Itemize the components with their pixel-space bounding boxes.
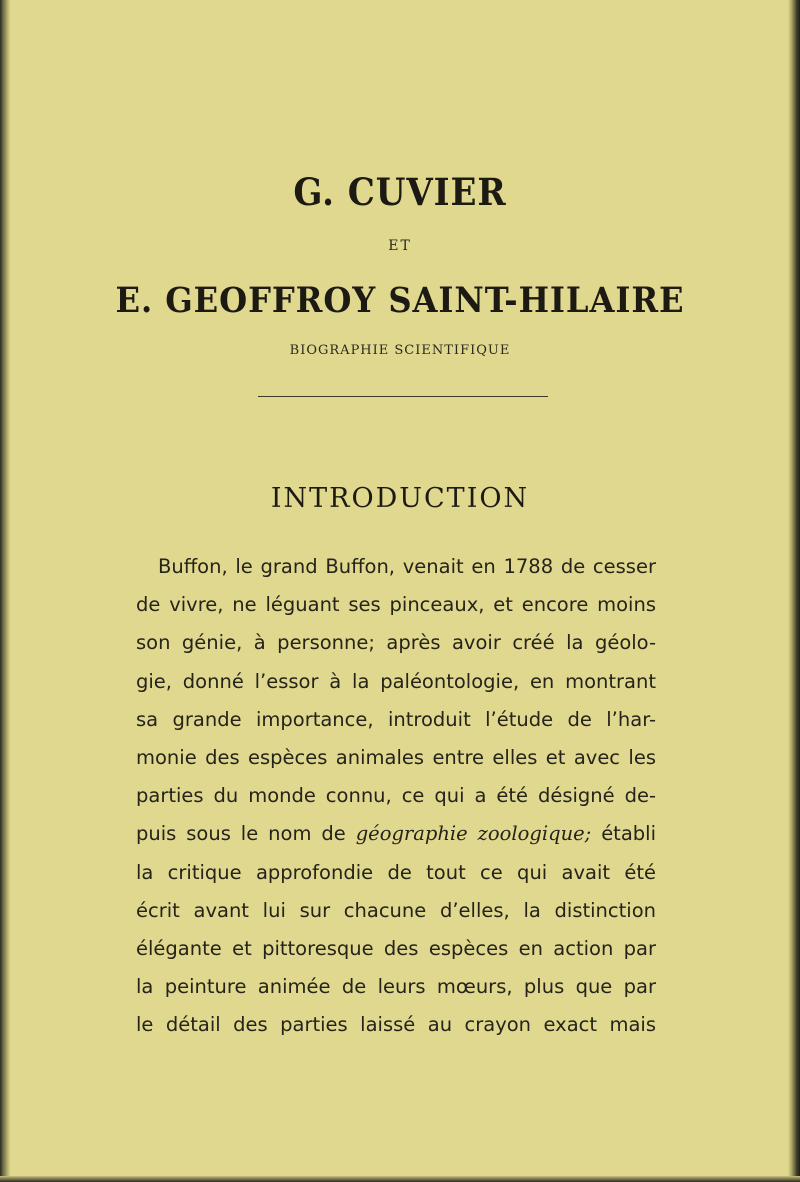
text-segment: établi — [601, 822, 656, 846]
text-line: sa grande importance, introduit l’étude de l’har- — [136, 707, 656, 731]
text-line-mixed — [136, 815, 656, 853]
title-cuvier: G. CUVIER — [293, 170, 507, 214]
page-right-edge — [788, 0, 800, 1182]
page-bottom-edge — [0, 1176, 800, 1182]
page-left-edge — [0, 0, 10, 1182]
text-line: son génie, à personne; après avoir créé la géolo- — [136, 631, 656, 655]
text-line: gie, donné l’essor à la paléontologie, en montrant — [136, 669, 656, 693]
italic-term: géographie zoologique; — [355, 822, 592, 846]
text-line: élégante et pittoresque des espèces en action par — [136, 936, 656, 960]
title-conjunction: ET — [388, 238, 412, 254]
text-line: la critique approfondie de tout ce qui avait été — [136, 860, 656, 884]
text-line: parties du monde connu, ce qui a été désigné de- — [136, 784, 656, 808]
title-geoffroy: E. GEOFFROY SAINT-HILAIRE — [115, 280, 685, 321]
subtitle: BIOGRAPHIE SCIENTIFIQUE — [289, 343, 511, 358]
section-heading: INTRODUCTION — [270, 483, 530, 514]
text-line: de vivre, ne léguant ses pinceaux, et encore moins — [136, 593, 656, 617]
text-line: la peinture animée de leurs mœurs, plus que par — [136, 975, 656, 999]
text-segment: puis sous le nom de — [136, 822, 346, 846]
horizontal-rule — [258, 396, 548, 397]
text-line: écrit avant lui sur chacune d’elles, la distinction — [136, 898, 656, 922]
text-line: le détail des parties laissé au crayon exact mais — [136, 1013, 656, 1037]
text-line: monie des espèces animales entre elles et avec les — [136, 745, 656, 769]
body-paragraph — [136, 548, 656, 1044]
text-line: Buffon, le grand Buffon, venait en 1788 de cesser — [158, 555, 656, 578]
